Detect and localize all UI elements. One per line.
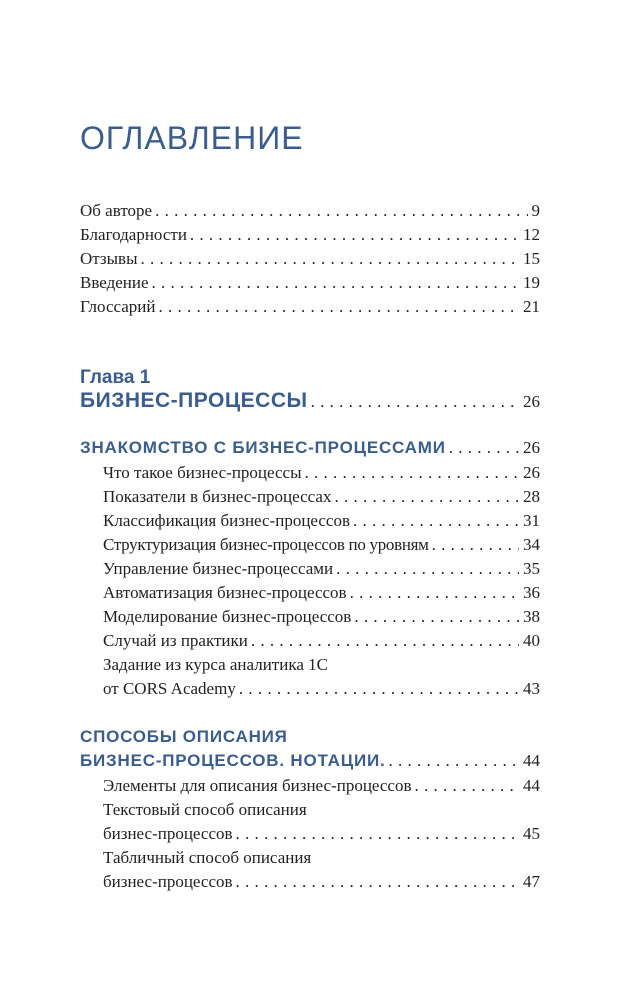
toc-entry-page: 26 — [523, 463, 540, 482]
dot-leader — [155, 200, 527, 222]
dot-leader — [449, 437, 519, 459]
toc-entry-bp-classification[interactable] — [103, 510, 540, 532]
chapter-kicker: Глава 1 — [80, 367, 151, 388]
dot-leader — [305, 462, 520, 484]
toc-entry-bp-modeling[interactable] — [103, 606, 540, 628]
toc-entry-section-intro[interactable] — [80, 437, 540, 459]
toc-entry-label: Моделирование бизнес-процессов — [103, 607, 352, 626]
dot-leader — [415, 775, 519, 797]
toc-entry-label: Глоссарий — [80, 297, 156, 316]
toc-entry-about-author[interactable] — [80, 200, 540, 222]
dot-leader — [152, 272, 519, 294]
toc-entry-description-elements[interactable] — [103, 775, 540, 797]
toc-entry-page: 45 — [523, 824, 540, 843]
page-title: ОГЛАВЛЕНИЕ — [80, 120, 304, 156]
toc-entry-glossary[interactable] — [80, 296, 540, 318]
toc-entry-label: Случай из практики — [103, 631, 248, 650]
chapter-title: БИЗНЕС-ПРОЦЕССЫ — [80, 389, 308, 412]
dot-leader — [251, 630, 519, 652]
toc-entry-page: 40 — [523, 631, 540, 650]
toc-entry-label: Автоматизация бизнес-процессов — [103, 583, 347, 602]
dot-leader — [190, 224, 519, 246]
toc-entry-acknowledgements[interactable] — [80, 224, 540, 246]
toc-entry-page: 26 — [523, 438, 540, 457]
dot-leader — [236, 871, 519, 893]
toc-entry-label: Что такое бизнес-процессы — [103, 463, 302, 482]
toc-entry-page: 28 — [523, 487, 540, 506]
toc-entry-text-method-line1[interactable]: Текстовый способ описания — [103, 800, 307, 819]
toc-entry-table-method-line1[interactable]: Табличный способ описания — [103, 848, 312, 867]
toc-entry-task-line1[interactable]: Задание из курса аналитика 1С — [103, 655, 328, 674]
toc-entry-table-method[interactable] — [103, 871, 540, 893]
toc-entry-case-study[interactable] — [103, 630, 540, 652]
dot-leader — [239, 678, 519, 700]
toc-entry-page: 31 — [523, 511, 540, 530]
toc-entry-page: 35 — [523, 559, 540, 578]
toc-entry-page: 38 — [523, 607, 540, 626]
toc-entry-what-are-bp[interactable] — [103, 462, 540, 484]
toc-entry-chapter-1[interactable] — [80, 390, 540, 413]
section-title: ЗНАКОМСТВО С БИЗНЕС-ПРОЦЕССАМИ — [80, 438, 446, 457]
toc-entry-label: бизнес-процессов — [103, 824, 233, 843]
toc-entry-label: Отзывы — [80, 249, 138, 268]
section-title: БИЗНЕС-ПРОЦЕССОВ. НОТАЦИИ. — [80, 751, 386, 770]
toc-entry-label: от CORS Academy — [103, 679, 236, 698]
toc-entry-page: 9 — [531, 201, 540, 220]
toc-entry-section-notations[interactable] — [80, 750, 540, 772]
toc-entry-page: 47 — [523, 872, 540, 891]
toc-entry-page: 44 — [523, 776, 540, 795]
dot-leader — [432, 534, 519, 556]
section-title-line1[interactable]: СПОСОБЫ ОПИСАНИЯ — [80, 727, 288, 746]
toc-entry-label: Элементы для описания бизнес-процессов — [103, 776, 412, 795]
dot-leader — [336, 558, 519, 580]
toc-entry-label: Управление бизнес-процессами — [103, 559, 334, 578]
toc-entry-page: 19 — [523, 273, 540, 292]
toc-entry-label: Введение — [80, 273, 149, 292]
toc-entry-bp-management[interactable] — [103, 558, 540, 580]
toc-entry-bp-metrics[interactable] — [103, 486, 540, 508]
dot-leader — [353, 510, 519, 532]
toc-entry-page: 26 — [523, 392, 540, 411]
toc-entry-page: 15 — [523, 249, 540, 268]
toc-entry-page: 21 — [523, 297, 540, 316]
toc-entry-introduction[interactable] — [80, 272, 540, 294]
toc-entry-text-method[interactable] — [103, 823, 540, 845]
toc-entry-page: 34 — [523, 535, 540, 554]
dot-leader — [389, 750, 520, 772]
toc-entry-label: Об авторе — [80, 201, 153, 220]
toc-entry-reviews[interactable] — [80, 248, 540, 270]
toc-entry-page: 36 — [523, 583, 540, 602]
toc-entry-label: Классификация бизнес-процессов — [103, 511, 350, 530]
toc-entry-page: 44 — [523, 751, 540, 770]
dot-leader — [334, 486, 519, 508]
toc-entry-page: 12 — [523, 225, 540, 244]
dot-leader — [354, 606, 519, 628]
toc-entry-task[interactable] — [103, 678, 540, 700]
dot-leader — [141, 248, 520, 270]
toc-entry-bp-automation[interactable] — [103, 582, 540, 604]
toc-entry-label: Благодарности — [80, 225, 187, 244]
toc-entry-page: 43 — [523, 679, 540, 698]
dot-leader — [350, 582, 519, 604]
dot-leader — [159, 296, 520, 318]
toc-entry-bp-structuring[interactable] — [103, 534, 540, 556]
toc-entry-label: бизнес-процессов — [103, 872, 233, 891]
toc-entry-label: Структуризация бизнес-процессов по уровням — [103, 535, 429, 554]
toc-entry-label: Показатели в бизнес-процессах — [103, 487, 332, 506]
dot-leader — [236, 823, 519, 845]
dot-leader — [311, 391, 519, 413]
